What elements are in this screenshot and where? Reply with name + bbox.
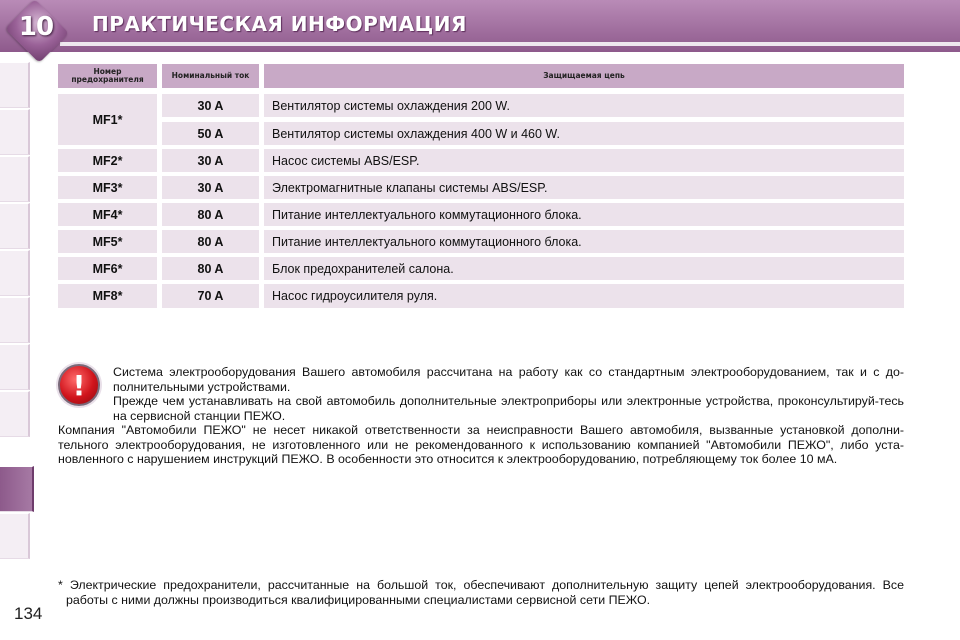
side-tab[interactable] — [0, 62, 30, 108]
fuse-amp: 80 A — [162, 230, 259, 253]
fuse-amp: 80 A — [162, 203, 259, 226]
fuse-amp: 50 A — [162, 122, 259, 145]
fuse-circuit: Вентилятор системы охлаждения 200 W. — [264, 94, 904, 117]
side-tab[interactable] — [0, 203, 30, 249]
header-protected-circuit: Защищаемая цепь — [264, 64, 904, 88]
side-tab[interactable] — [0, 344, 30, 390]
fuse-amp: 30 A — [162, 176, 259, 199]
fuse-circuit: Питание интеллектуального коммутационного блока. — [264, 203, 904, 226]
fuse-circuit: Блок предохранителей салона. — [264, 257, 904, 280]
side-tab-active[interactable] — [0, 466, 34, 512]
header-fuse-number: Номер предохранителя — [58, 64, 157, 88]
chapter-number: 10 — [18, 12, 54, 42]
fuse-number: MF6* — [58, 257, 157, 280]
page-number: 134 — [14, 604, 43, 623]
header-divider — [60, 42, 960, 46]
header-rated-current: Номинальный ток — [162, 64, 259, 88]
fuse-circuit: Насос системы ABS/ESP. — [264, 149, 904, 172]
side-tab[interactable] — [0, 391, 30, 437]
fuse-number: MF4* — [58, 203, 157, 226]
chapter-side-tabs — [0, 62, 32, 582]
fuse-number: MF8* — [58, 284, 157, 308]
fuse-number: MF3* — [58, 176, 157, 199]
exclamation-warning-icon: ! — [58, 364, 100, 406]
fuse-circuit: Питание интеллектуального коммутационного блока. — [264, 230, 904, 253]
fuse-circuit: Насос гидроусилителя руля. — [264, 284, 904, 308]
warning-paragraph-2: Прежде чем устанавливать на свой автомобиль дополнительные электроприборы или электронные устройства, проконсультируй-тесь на сервисной станции ПЕЖО. — [113, 394, 904, 423]
fuse-amp: 80 A — [162, 257, 259, 280]
side-tab[interactable] — [0, 513, 30, 559]
fuse-number: MF5* — [58, 230, 157, 253]
footnote: * Электрические предохранители, рассчитанные на большой ток, обеспечивают дополнительную защиту цепей электрооборудования. Все работы с ними должны производиться квалифицированными специалистами сервисной сети ПЕЖО. — [58, 578, 904, 607]
fuse-circuit: Вентилятор системы охлаждения 400 W и 460 W. — [264, 122, 904, 145]
fuse-number: MF1* — [58, 94, 157, 145]
fuse-circuit: Электромагнитные клапаны системы ABS/ESP. — [264, 176, 904, 199]
side-tab[interactable] — [0, 156, 30, 202]
page-title: ПРАКТИЧЕСКАЯ ИНФОРМАЦИЯ — [92, 12, 467, 36]
side-tab[interactable] — [0, 297, 30, 343]
fuse-amp: 30 A — [162, 149, 259, 172]
fuse-amp: 30 A — [162, 94, 259, 117]
table-header — [58, 64, 904, 88]
warning-paragraph-1: Система электрооборудования Вашего автомобиля рассчитана на работу как со стандартным электрооборудованием, так и с до-полнительными устройствами. — [113, 365, 904, 394]
warning-paragraph-3: Компания "Автомобили ПЕЖО" не несет никакой ответственности за неисправности Вашего автомобиля, вызванные установкой дополни-тельного электрооборудования, не изготовленного или не рекомендованного к использованию компанией "Автомобили ПЕЖО", либо уста-новленного с нарушением инструкций ПЕЖО. В особенности это относится к электрооборудованию, потребляющему ток более 10 мА. — [58, 423, 904, 466]
side-tab[interactable] — [0, 250, 30, 296]
side-tab[interactable] — [0, 109, 30, 155]
fuse-amp: 70 A — [162, 284, 259, 308]
fuse-number: MF2* — [58, 149, 157, 172]
